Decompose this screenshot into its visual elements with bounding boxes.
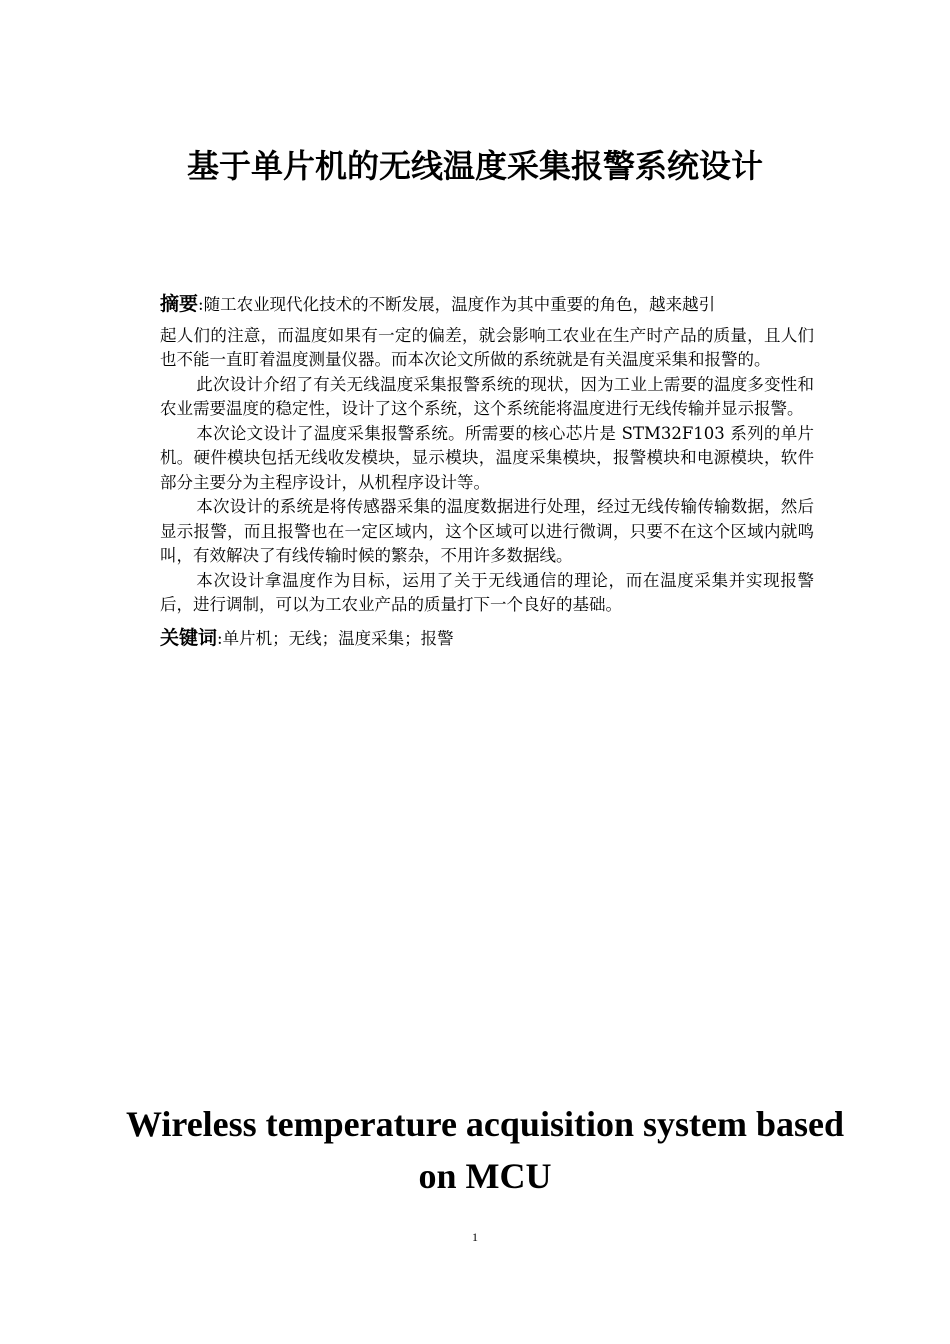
keywords-text: 单片机；无线；温度采集；报警 <box>222 628 454 648</box>
keywords-label: 关键词 <box>160 626 218 649</box>
keywords-colon: : <box>217 628 223 648</box>
abstract-first-line <box>160 292 814 318</box>
abstract-colon: : <box>198 295 204 314</box>
abstract-paragraph-2: 此次设计介绍了有关无线温度采集报警系统的现状，因为工业上需要的温度多变性和农业需要温度的稳定性，设计了这个系统，这个系统能将温度进行无线传输并显示报警。 <box>160 374 814 418</box>
english-title: Wireless temperature acquisition system based on MCU <box>126 1104 844 1196</box>
abstract-paragraph-3: 本次论文设计了温度采集报警系统。所需要的核心芯片是 STM32F103 系列的单片机。硬件模块包括无线收发模块，显示模块，温度采集模块，报警模块和电源模块，软件部分主要分为主程序设计，从机程序设计等。 <box>160 423 814 492</box>
abstract-paragraph-5: 本次设计拿温度作为目标，运用了关于无线通信的理论，而在温度采集并实现报警后，进行调制，可以为工农业产品的质量打下一个良好的基础。 <box>160 570 814 614</box>
abstract-paragraph <box>160 292 814 373</box>
abstract-label: 摘要 <box>160 293 199 315</box>
keywords-line <box>160 626 814 652</box>
chinese-title: 基于单片机的无线温度采集报警系统设计 <box>186 147 763 185</box>
abstract-first-rest: 起人们的注意，而温度如果有一定的偏差，就会影响工农业在生产时产品的质量，且人们也不能一直盯着温度测量仪器。而本次论文所做的系统就是有关温度采集和报警的。 <box>160 325 814 369</box>
page-number: 1 <box>472 1230 478 1244</box>
abstract-section <box>160 292 814 651</box>
abstract-paragraph-4: 本次设计的系统是将传感器采集的温度数据进行处理，经过无线传输传输数据，然后显示报警，而且报警也在一定区域内，这个区域可以进行微调，只要不在这个区域内就鸣叫，有效解决了有线传输时候的繁杂，不用许多数据线。 <box>160 497 814 565</box>
abstract-first-line-text: 随工农业现代化技术的不断发展，温度作为其中重要的角色，越来越引 <box>203 295 716 314</box>
